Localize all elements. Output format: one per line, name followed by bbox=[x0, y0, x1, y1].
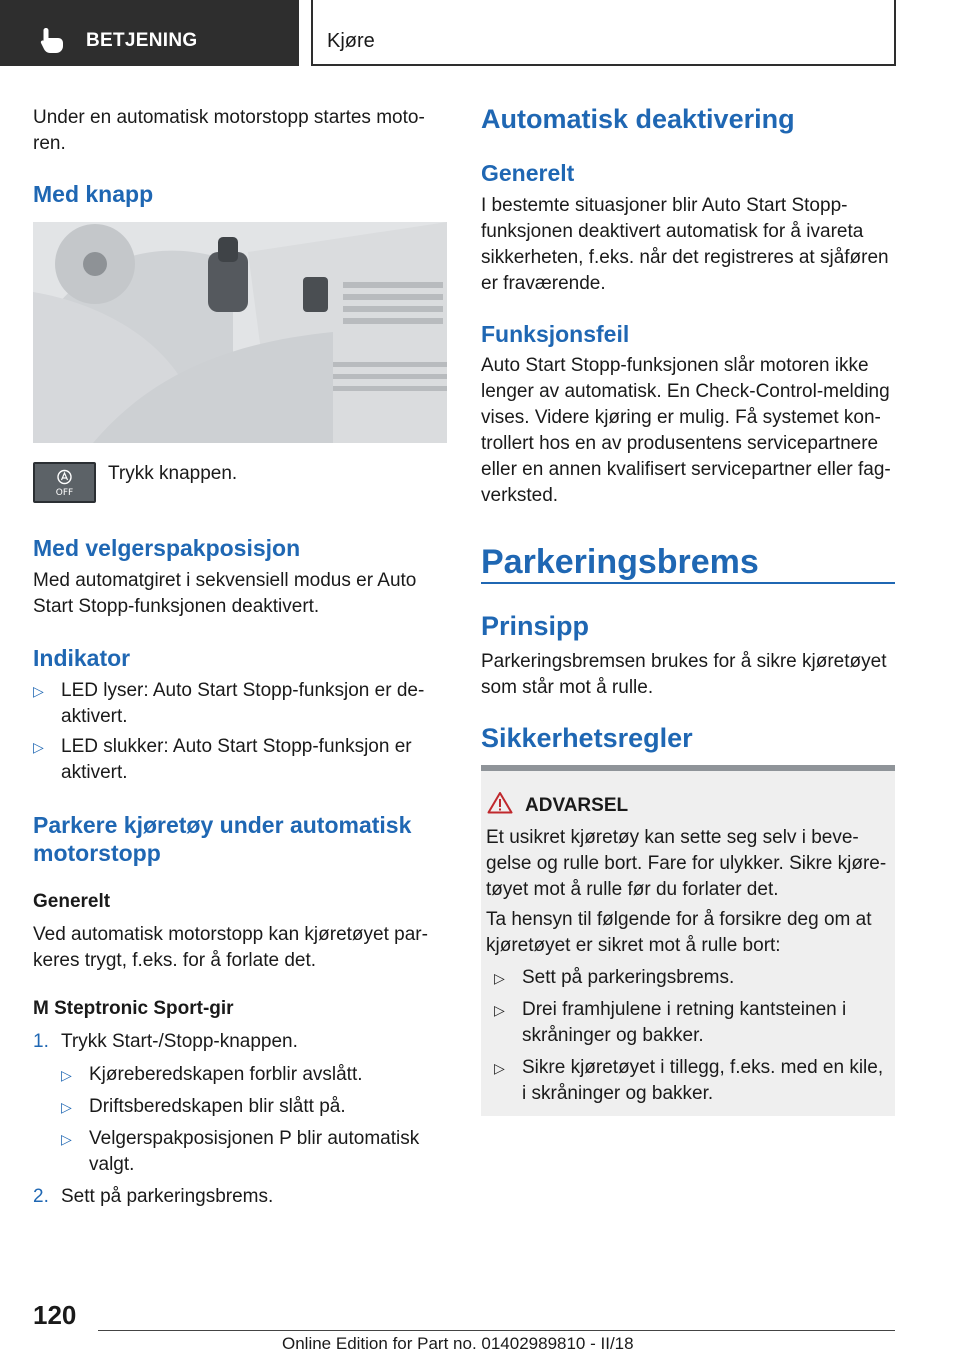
heading-velgerspak: Med velgerspakposisjon bbox=[33, 535, 301, 561]
edition-text: Online Edition for Part no. 01402989810 - II/18 bbox=[282, 1334, 634, 1353]
list-item: ▷ LED slukker: Auto Start Stopp-funksjon er aktivert. bbox=[33, 736, 412, 783]
dashboard-illustration bbox=[33, 222, 447, 443]
warning-box bbox=[481, 765, 895, 1116]
dashboard-photo bbox=[33, 222, 447, 443]
auto-start-stop-button-icon bbox=[33, 462, 96, 503]
heading-sikkerhetsregler: Sikkerhetsregler bbox=[481, 723, 693, 753]
section-label: BETJENING bbox=[86, 30, 198, 51]
button-off-label: OFF bbox=[55, 488, 74, 498]
heading-funksjonsfeil: Funksjonsfeil bbox=[481, 321, 630, 347]
chapter-label: Kjøre bbox=[327, 30, 375, 52]
section-tab[interactable] bbox=[0, 0, 299, 66]
section-divider bbox=[481, 582, 895, 584]
list-item: ▷ Velgerspakposisjonen P blir automatisk valgt. bbox=[61, 1128, 420, 1175]
list-item: ▷ Sett på parkeringsbrems. bbox=[494, 965, 891, 991]
heading-steptronic: M Steptronic Sport-gir bbox=[33, 998, 234, 1019]
warning-title: ADVARSEL bbox=[525, 795, 629, 816]
velgerspak-text: Med automatgiret i sekvensiell modus er Auto Start Stopp-funksjonen deaktivert. bbox=[33, 570, 417, 617]
triangle-right-icon: ▷ bbox=[61, 1067, 72, 1083]
button-caption: Trykk knappen. bbox=[108, 463, 238, 484]
heading-generelt-right: Generelt bbox=[481, 160, 575, 186]
warning-text-2: Ta hensyn til følgende for å forsikre deg om at kjøretøyet er sikret mot å rulle bort: bbox=[486, 909, 872, 956]
list-item: ▷ LED lyser: Auto Start Stopp-funksjon er de-aktivert. bbox=[33, 680, 425, 727]
triangle-right-icon: ▷ bbox=[494, 1060, 505, 1076]
list-item: 2. Sett på parkeringsbrems. bbox=[33, 1186, 274, 1207]
heading-generelt-left: Generelt bbox=[33, 891, 111, 912]
triangle-right-icon: ▷ bbox=[494, 970, 505, 986]
heading-med-knapp: Med knapp bbox=[33, 181, 154, 207]
heading-parkeringsbrems: Parkeringsbrems bbox=[481, 543, 759, 581]
footer-divider bbox=[98, 1330, 895, 1331]
list-item: ▷ Drei framhjulene i retning kantsteinen i skråninger og bakker. bbox=[494, 999, 847, 1046]
intro-text: Under en automatisk motorstopp startes moto-ren. bbox=[33, 107, 425, 154]
heading-prinsipp: Prinsipp bbox=[481, 611, 590, 641]
list-item: ▷ Sikre kjøretøyet i tillegg, f.eks. med en kile, i skråninger og bakker. bbox=[494, 1057, 884, 1104]
triangle-right-icon: ▷ bbox=[33, 739, 44, 755]
page-number: 120 bbox=[33, 1300, 77, 1330]
chapter-box bbox=[311, 0, 896, 66]
prinsipp-text: Parkeringsbremsen brukes for å sikre kjøretøyet som står mot å rulle. bbox=[481, 651, 887, 698]
warning-triangle-icon bbox=[487, 791, 513, 814]
funksjonsfeil-text: Auto Start Stopp-funksjonen slår motoren ikke lenger av automatisk. En Check-Control-melding vises. Videre kjøring er mulig. Få systemet kon-trollert hos en av produsentens servicepartnere eller en annen kvalifisert servicepartner eller fag-verksted. bbox=[481, 355, 891, 506]
heading-parkere: Parkere kjøretøy under automatisk motorstopp bbox=[33, 812, 412, 866]
generelt-left-text: Ved automatisk motorstopp kan kjøretøyet par-keres trygt, f.eks. for å forlate det. bbox=[33, 924, 428, 971]
triangle-right-icon: ▷ bbox=[494, 1002, 505, 1018]
triangle-right-icon: ▷ bbox=[33, 683, 44, 699]
warning-text-1: Et usikret kjøretøy kan sette seg selv i beve-gelse og rulle bort. Fare for ulykker. Sikre kjøre-tøyet mot å rulle før du forlater det. bbox=[486, 827, 887, 900]
triangle-right-icon: ▷ bbox=[61, 1099, 72, 1115]
heading-indikator: Indikator bbox=[33, 645, 131, 671]
generelt-right-text: I bestemte situasjoner blir Auto Start Stopp-funksjonen deaktivert automatisk for å ivareta sikkerheten, f.eks. når det registreres at sjåføren er fraværende. bbox=[481, 195, 889, 294]
pointing-hand-icon bbox=[38, 26, 68, 54]
list-item: ▷ Driftsberedskapen blir slått på. bbox=[61, 1094, 445, 1120]
triangle-right-icon: ▷ bbox=[61, 1131, 72, 1147]
list-item: 1. Trykk Start-/Stopp-knappen. bbox=[33, 1031, 298, 1052]
heading-automatisk-deaktivering: Automatisk deaktivering bbox=[481, 104, 795, 134]
list-item: ▷ Kjøreberedskapen forblir avslått. bbox=[61, 1062, 445, 1088]
